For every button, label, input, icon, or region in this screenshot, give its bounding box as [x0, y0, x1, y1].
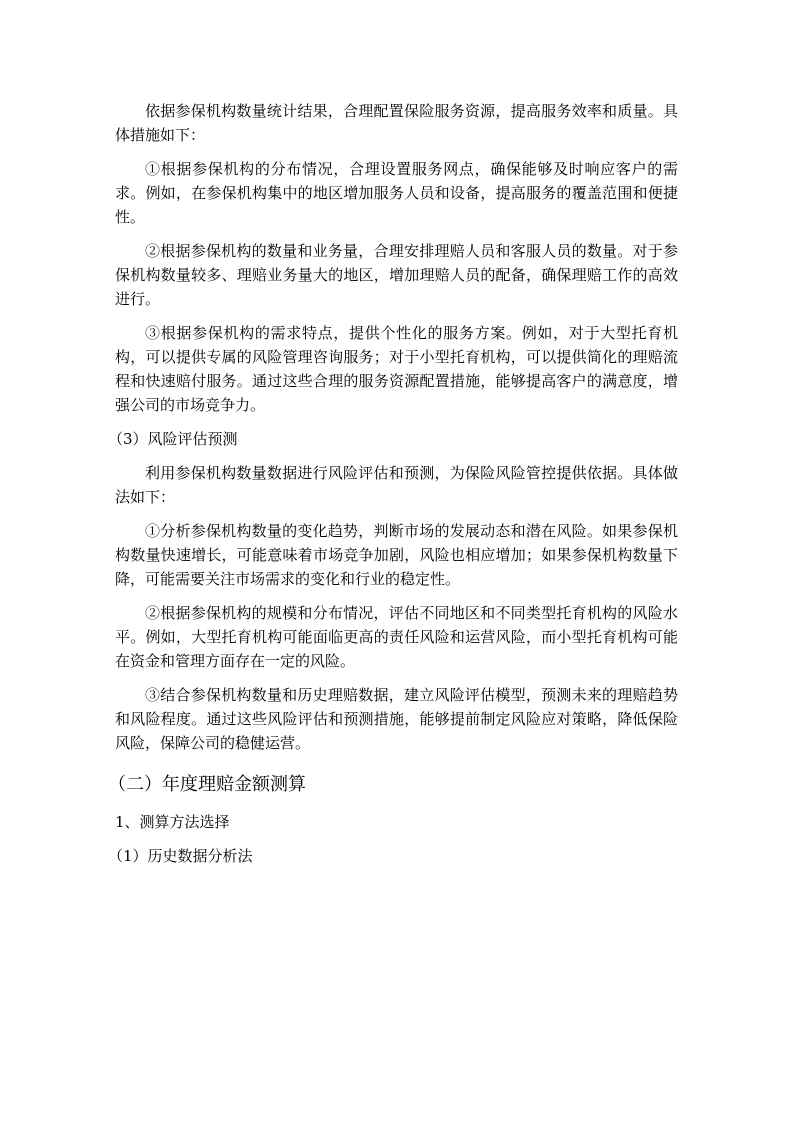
intro-paragraph: 依据参保机构数量统计结果，合理配置保险服务资源，提高服务效率和质量。具体措施如下：: [115, 102, 678, 144]
method-heading: 1、测算方法选择: [115, 813, 230, 831]
service-measure-1: ①根据参保机构的分布情况，合理设置服务网点，确保能够及时响应客户的需求。例如，在参保机构集中的地区增加服务人员和设备，提高服务的覆盖范围和便捷性。: [115, 160, 678, 226]
risk-intro-paragraph: 利用参保机构数量数据进行风险评估和预测，为保险风险管控提供依据。具体做法如下：: [115, 464, 678, 506]
risk-measure-1: ①分析参保机构数量的变化趋势，判断市场的发展动态和潜在风险。如果参保机构数量快速增长，可能意味着市场竞争加剧，风险也相应增加；如果参保机构数量下降，可能需要关注市场需求的变化和行业的稳定性。: [115, 522, 678, 588]
service-measure-3: ③根据参保机构的需求特点，提供个性化的服务方案。例如，对于大型托育机构，可以提供专属的风险管理咨询服务；对于小型托育机构，可以提供简化的理赔流程和快速赔付服务。通过这些合理的服务资源配置措施，能够提高客户的满意度，增强公司的市场竞争力。: [115, 324, 678, 414]
document-page: [108, 99, 678, 878]
risk-assessment-heading: （3）风险评估预测: [108, 430, 238, 448]
method-subheading: （1）历史数据分析法: [108, 847, 253, 865]
section-heading: （二）年度理赔金额测算: [108, 774, 306, 795]
service-measure-2: ②根据参保机构的数量和业务量，合理安排理赔人员和客服人员的数量。对于参保机构数量较多、理赔业务量大的地区，增加理赔人员的配备，确保理赔工作的高效进行。: [115, 242, 678, 308]
risk-measure-2: ②根据参保机构的规模和分布情况，评估不同地区和不同类型托育机构的风险水平。例如，大型托育机构可能面临更高的责任风险和运营风险，而小型托育机构可能在资金和管理方面存在一定的风险。: [115, 604, 678, 670]
risk-measure-3: ③结合参保机构数量和历史理赔数据，建立风险评估模型，预测未来的理赔趋势和风险程度。通过这些风险评估和预测措施，能够提前制定风险应对策略，降低保险风险，保障公司的稳健运营。: [115, 686, 678, 752]
